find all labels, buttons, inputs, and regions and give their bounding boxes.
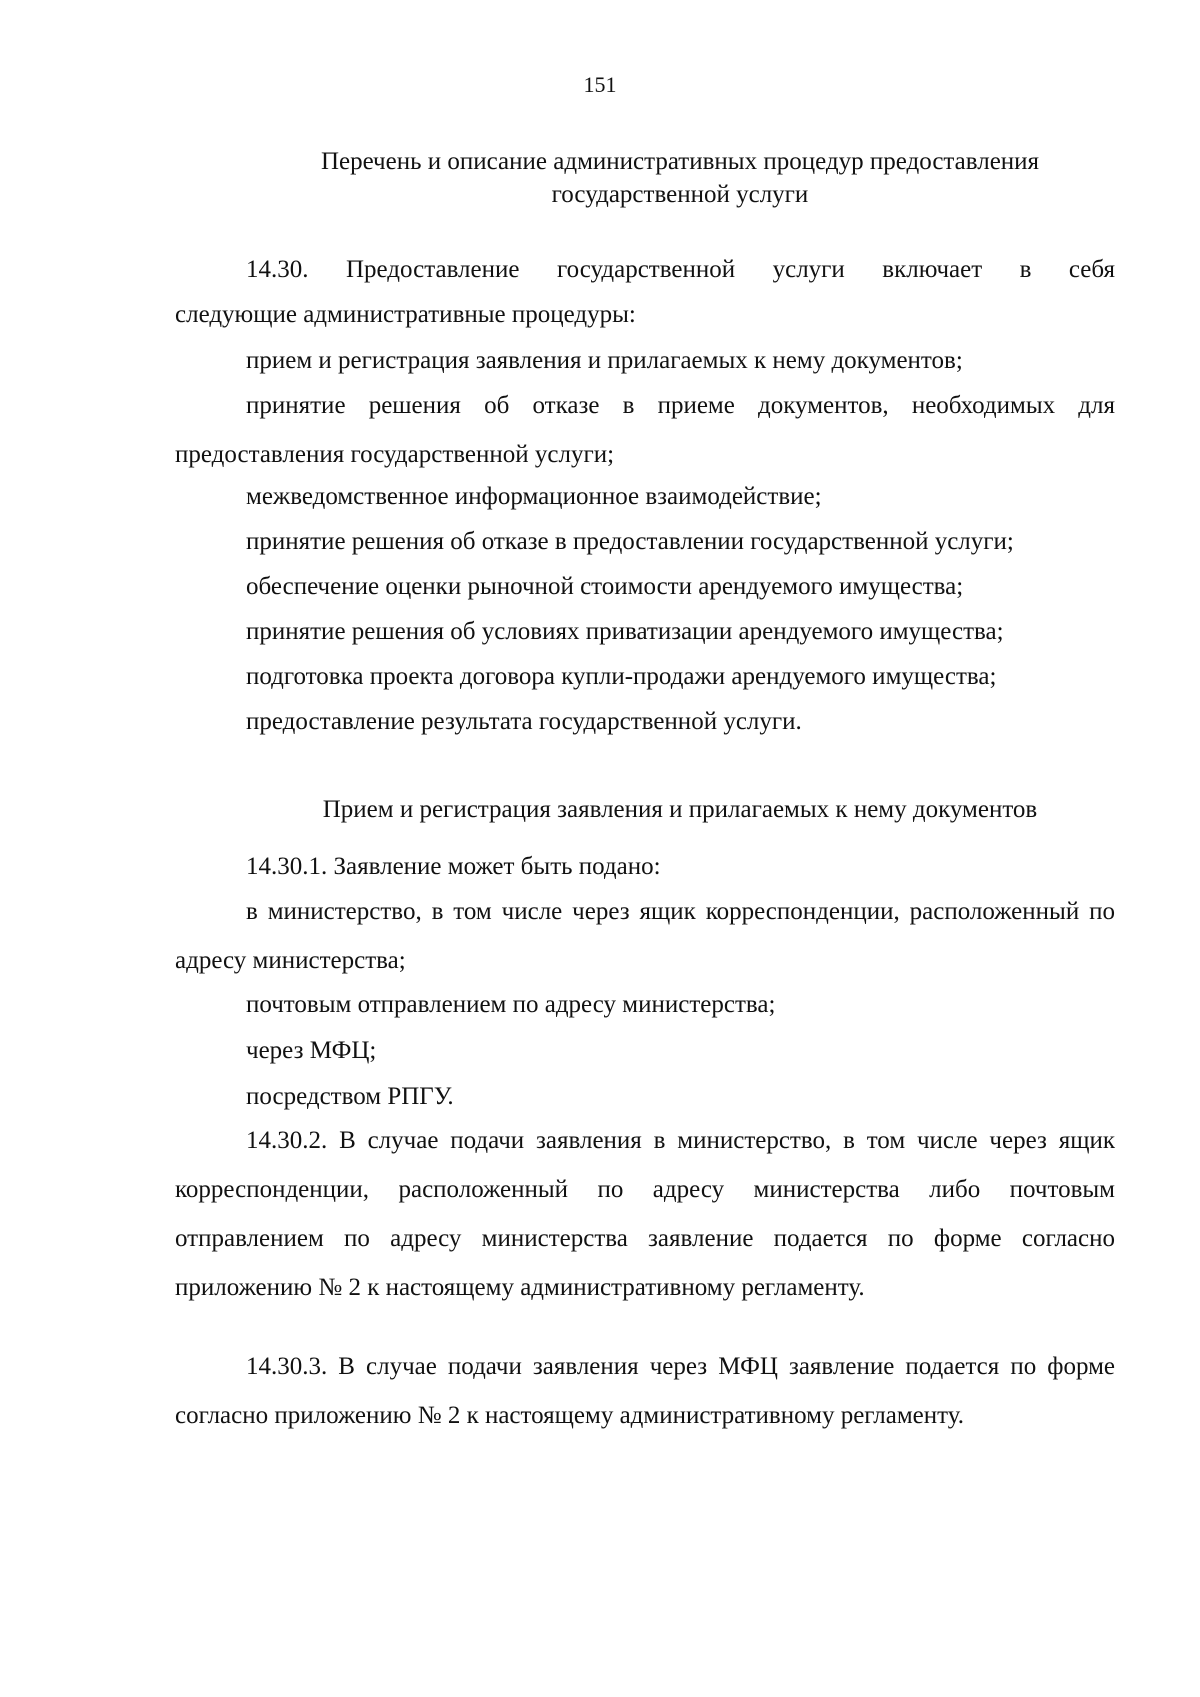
paragraph-14-30-1: 14.30.1. Заявление может быть подано: <box>246 853 661 880</box>
submission-way-item: почтовым отправлением по адресу министерства; <box>246 991 776 1018</box>
procedure-item: принятие решения об отказе в предоставлении государственной услуги; <box>246 528 1014 555</box>
procedure-item: предоставление результата государственной услуги. <box>246 708 802 735</box>
procedure-item: принятие решения об условиях приватизации арендуемого имущества; <box>246 618 1004 645</box>
procedure-item: подготовка проекта договора купли-продажи арендуемого имущества; <box>246 663 997 690</box>
paragraph-14-30-line-1: 14.30. Предоставление государственной услуги включает в себя <box>246 256 1115 283</box>
section-heading-line-1: Перечень и описание административных процедур предоставления <box>320 148 1040 175</box>
paragraph-14-30-2: 14.30.2. В случае подачи заявления в министерство, в том числе через ящик корреспонденции, расположенный по адресу министерства либо почтовым отправлением по адресу министерства заявление подается по форме согласно приложению № 2 к настоящему административному регламенту. <box>175 1127 1115 1301</box>
page-number: 151 <box>583 72 617 97</box>
submission-way-item: в министерство, в том числе через ящик корреспонденции, расположенный по адресу министерства; <box>175 898 1115 974</box>
section-heading-line-2: государственной услуги <box>551 181 809 208</box>
procedure-item: принятие решения об отказе в приеме документов, необходимых для предоставления государственной услуги; <box>175 392 1115 468</box>
procedure-item: прием и регистрация заявления и прилагаемых к нему документов; <box>246 347 963 374</box>
submission-way-item: через МФЦ; <box>246 1037 377 1064</box>
procedure-item: межведомственное информационное взаимодействие; <box>246 483 822 510</box>
procedure-item: обеспечение оценки рыночной стоимости арендуемого имущества; <box>246 573 964 600</box>
submission-way-item: посредством РПГУ. <box>246 1083 454 1110</box>
paragraph-14-30-3: 14.30.3. В случае подачи заявления через МФЦ заявление подается по форме согласно приложению № 2 к настоящему административному регламенту. <box>175 1353 1115 1429</box>
subsection-heading: Прием и регистрация заявления и прилагаемых к нему документов <box>322 796 1038 823</box>
paragraph-14-30-line-2: следующие административные процедуры: <box>175 301 636 328</box>
